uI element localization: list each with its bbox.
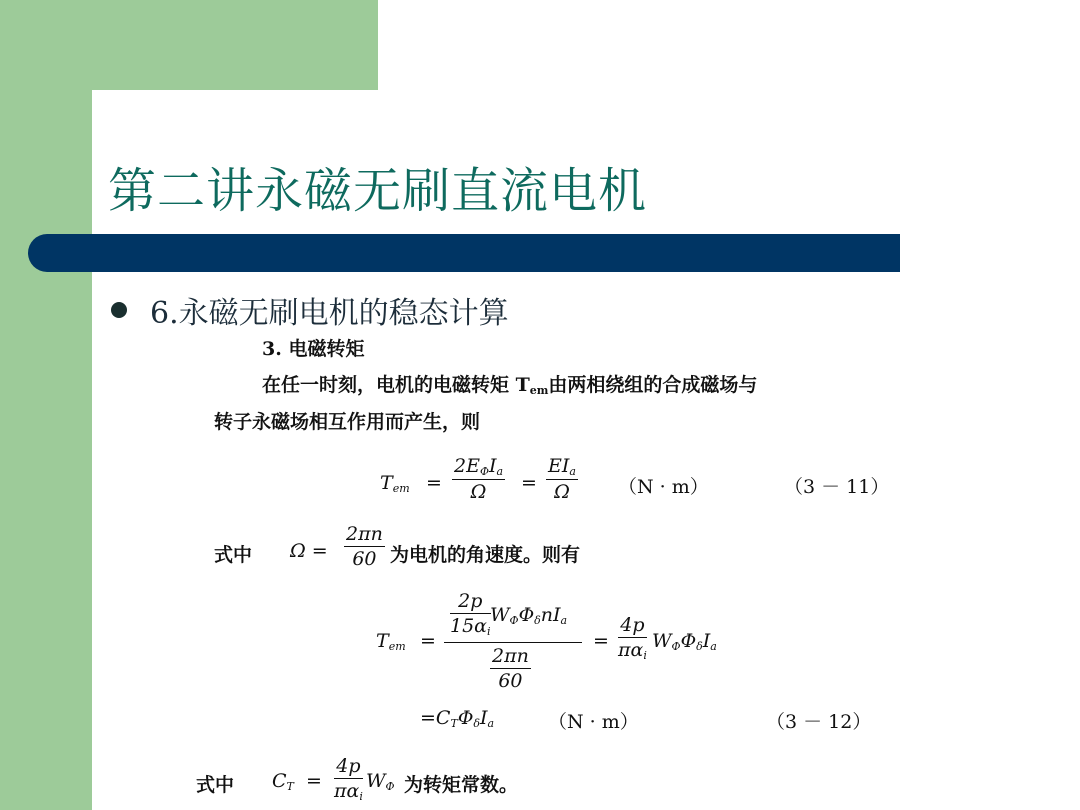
paragraph-line-1: 在任一时刻，电机的电磁转矩 $T_{em}$由两相绕组的合成磁场与 bbox=[262, 374, 758, 397]
bullet-dot-icon bbox=[111, 302, 127, 318]
eq2-bottom-fraction: $\frac{2\pi n}{60}$ bbox=[492, 645, 529, 692]
eq1-equals-2: = bbox=[521, 472, 537, 494]
eq2-rhs-fraction: 4p $\pi\alpha_i$ bbox=[618, 614, 647, 662]
eq2-top-tail: $W_\Phi\Phi_\delta nI_a$ bbox=[490, 604, 568, 627]
eq3-unit: （N · m） bbox=[548, 711, 639, 733]
where-2-fraction: 4p $\pi\alpha_i$ bbox=[334, 755, 363, 803]
where-1-tail: 为电机的角速度。则有 bbox=[390, 544, 581, 566]
eq1-fraction-1: $2E_\Phi I_a$ Ω bbox=[454, 455, 504, 503]
eq2-lhs: $T_{em}$ bbox=[376, 630, 406, 653]
title-underline-bar bbox=[28, 234, 900, 272]
where-2-tail: 为转矩常数。 bbox=[404, 774, 519, 796]
eq1-unit: （N · m） bbox=[618, 476, 709, 498]
eq1-number: （3 － 11） bbox=[784, 476, 890, 498]
eq1-fraction-2: $EI_a$ Ω bbox=[548, 455, 576, 503]
paragraph-line-2: 转子永磁场相互作用而产生，则 bbox=[214, 411, 481, 433]
bullet-text: 6.永磁无刷电机的稳态计算 bbox=[150, 296, 509, 331]
eq1-equals: = bbox=[426, 472, 442, 494]
eq2-main-fraction-bar bbox=[444, 642, 582, 643]
top-green-band bbox=[0, 0, 378, 90]
slide-title: 第二讲永磁无刷直流电机 bbox=[108, 163, 648, 219]
eq2-inner-fraction: $\frac{2p}{15\alpha_i}$ bbox=[450, 590, 491, 638]
where-2-prefix: 式中 bbox=[196, 774, 235, 796]
eq3-expression: $=C_T\Phi_\delta I_a$ bbox=[420, 707, 495, 730]
where-1-lhs: Ω = bbox=[290, 540, 328, 562]
eq2-equals-2: = bbox=[593, 630, 609, 652]
where-1-fraction: $\frac{2\pi n}{60}$ bbox=[346, 523, 383, 570]
eq1-lhs: $T_{em}$ bbox=[380, 472, 410, 495]
eq2-equals: = bbox=[420, 630, 436, 652]
left-green-band bbox=[0, 0, 92, 810]
section-heading: 3. 电磁转矩 bbox=[262, 338, 365, 360]
where-1-prefix: 式中 bbox=[214, 544, 253, 566]
where-2-equals: = bbox=[306, 770, 322, 792]
where-2-lhs: $C_T$ bbox=[272, 770, 294, 793]
eq2-rhs-tail: $W_\Phi\Phi_\delta I_a$ bbox=[652, 630, 717, 653]
eq3-number: （3 － 12） bbox=[766, 711, 872, 733]
where-2-tail-symbol: $W_\Phi$ bbox=[366, 770, 395, 793]
